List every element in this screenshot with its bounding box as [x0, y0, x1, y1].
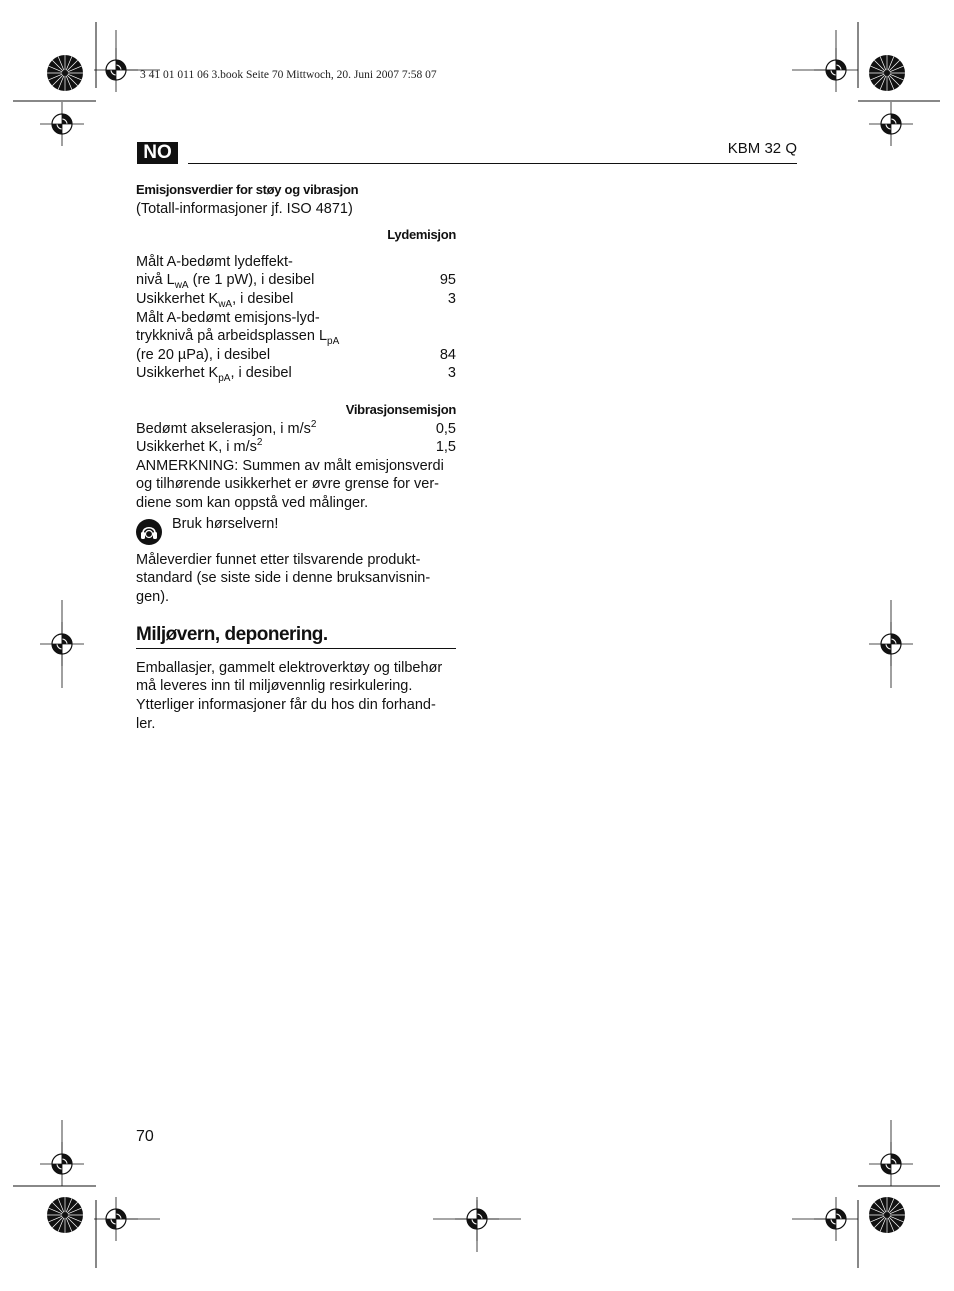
note-line: diene som kan oppstå ved målinger. [136, 494, 369, 511]
vibration-emission-heading: Vibrasjonsemisjon [345, 401, 456, 417]
note-line: og tilhørende usikkerhet er øvre grense for ver- [136, 476, 440, 493]
sound-pressure-label-cont: trykknivå på arbeidsplassen $L_{pA}$ [136, 328, 340, 348]
kpa-row [136, 364, 456, 383]
sound-emission-heading: Lydemisjon [387, 227, 456, 243]
kwa-label: Usikkerhet $K_{wA}$, i desibel [136, 290, 294, 310]
environment-section-title: Miljøvern, deponering. [136, 626, 456, 649]
language-badge: NO [137, 142, 178, 164]
vibration-uncertainty-row [136, 438, 456, 457]
acceleration-label: Bedømt akselerasjon, i $m/s^2$ [136, 418, 317, 437]
sound-pressure-reference: (re 20 µPa), i desibel [136, 346, 271, 363]
kwa-row [136, 290, 456, 309]
sound-pressure-value: 84 [439, 346, 456, 363]
emission-title: Emisjonsverdier for støy og vibrasjon [136, 182, 359, 197]
sound-pressure-row [136, 346, 456, 365]
environment-line: Emballasjer, gammelt elektroverktøy og tilbehør [136, 659, 443, 676]
kwa-value: 3 [447, 290, 456, 307]
header-rule [188, 163, 797, 164]
kpa-label: Usikkerhet $K_{pA}$, i desibel [136, 365, 292, 385]
environment-line: ler. [136, 715, 156, 732]
hearing-protection-note [136, 515, 456, 545]
environment-line: Ytterliger informasjoner får du hos din forhand- [136, 697, 436, 714]
acceleration-value: 0,5 [435, 420, 456, 437]
sound-power-label-cont: nivå $L_{wA}$ (re 1 pW), i desibel [136, 272, 315, 292]
acceleration-row [136, 420, 456, 439]
sound-power-value: 95 [439, 272, 456, 289]
standard-line: gen). [136, 588, 170, 605]
note-line: ANMERKNING: Summen av målt emisjonsverdi [136, 457, 444, 474]
vibration-uncertainty-label: Usikkerhet K, i $m/s^2$ [136, 437, 263, 456]
page-number: 70 [136, 1128, 154, 1145]
model-name: KBM 32 Q [727, 140, 797, 157]
hearing-protection-text: Bruk hørselvern! [172, 515, 279, 532]
hearing-protection-icon [136, 519, 162, 545]
sound-power-label: Målt A-bedømt lydeffekt- [136, 253, 293, 270]
standard-line: Måleverdier funnet etter tilsvarende produkt- [136, 551, 421, 568]
standard-line: standard (se siste side i denne bruksanvisnin- [136, 570, 431, 587]
vibration-uncertainty-value: 1,5 [435, 439, 456, 456]
sound-power-row [136, 271, 456, 290]
sound-pressure-label: Målt A-bedømt emisjons-lyd- [136, 309, 320, 326]
emission-subtitle: (Totall-informasjoner jf. ISO 4871) [136, 200, 353, 217]
content-column [136, 181, 456, 733]
book-file-header: 3 41 01 011 06 3.book Seite 70 Mittwoch, 20. Juni 2007 7:58 07 [140, 69, 437, 81]
kpa-value: 3 [447, 365, 456, 382]
environment-line: må leveres inn til miljøvennlig resirkulering. [136, 678, 413, 695]
